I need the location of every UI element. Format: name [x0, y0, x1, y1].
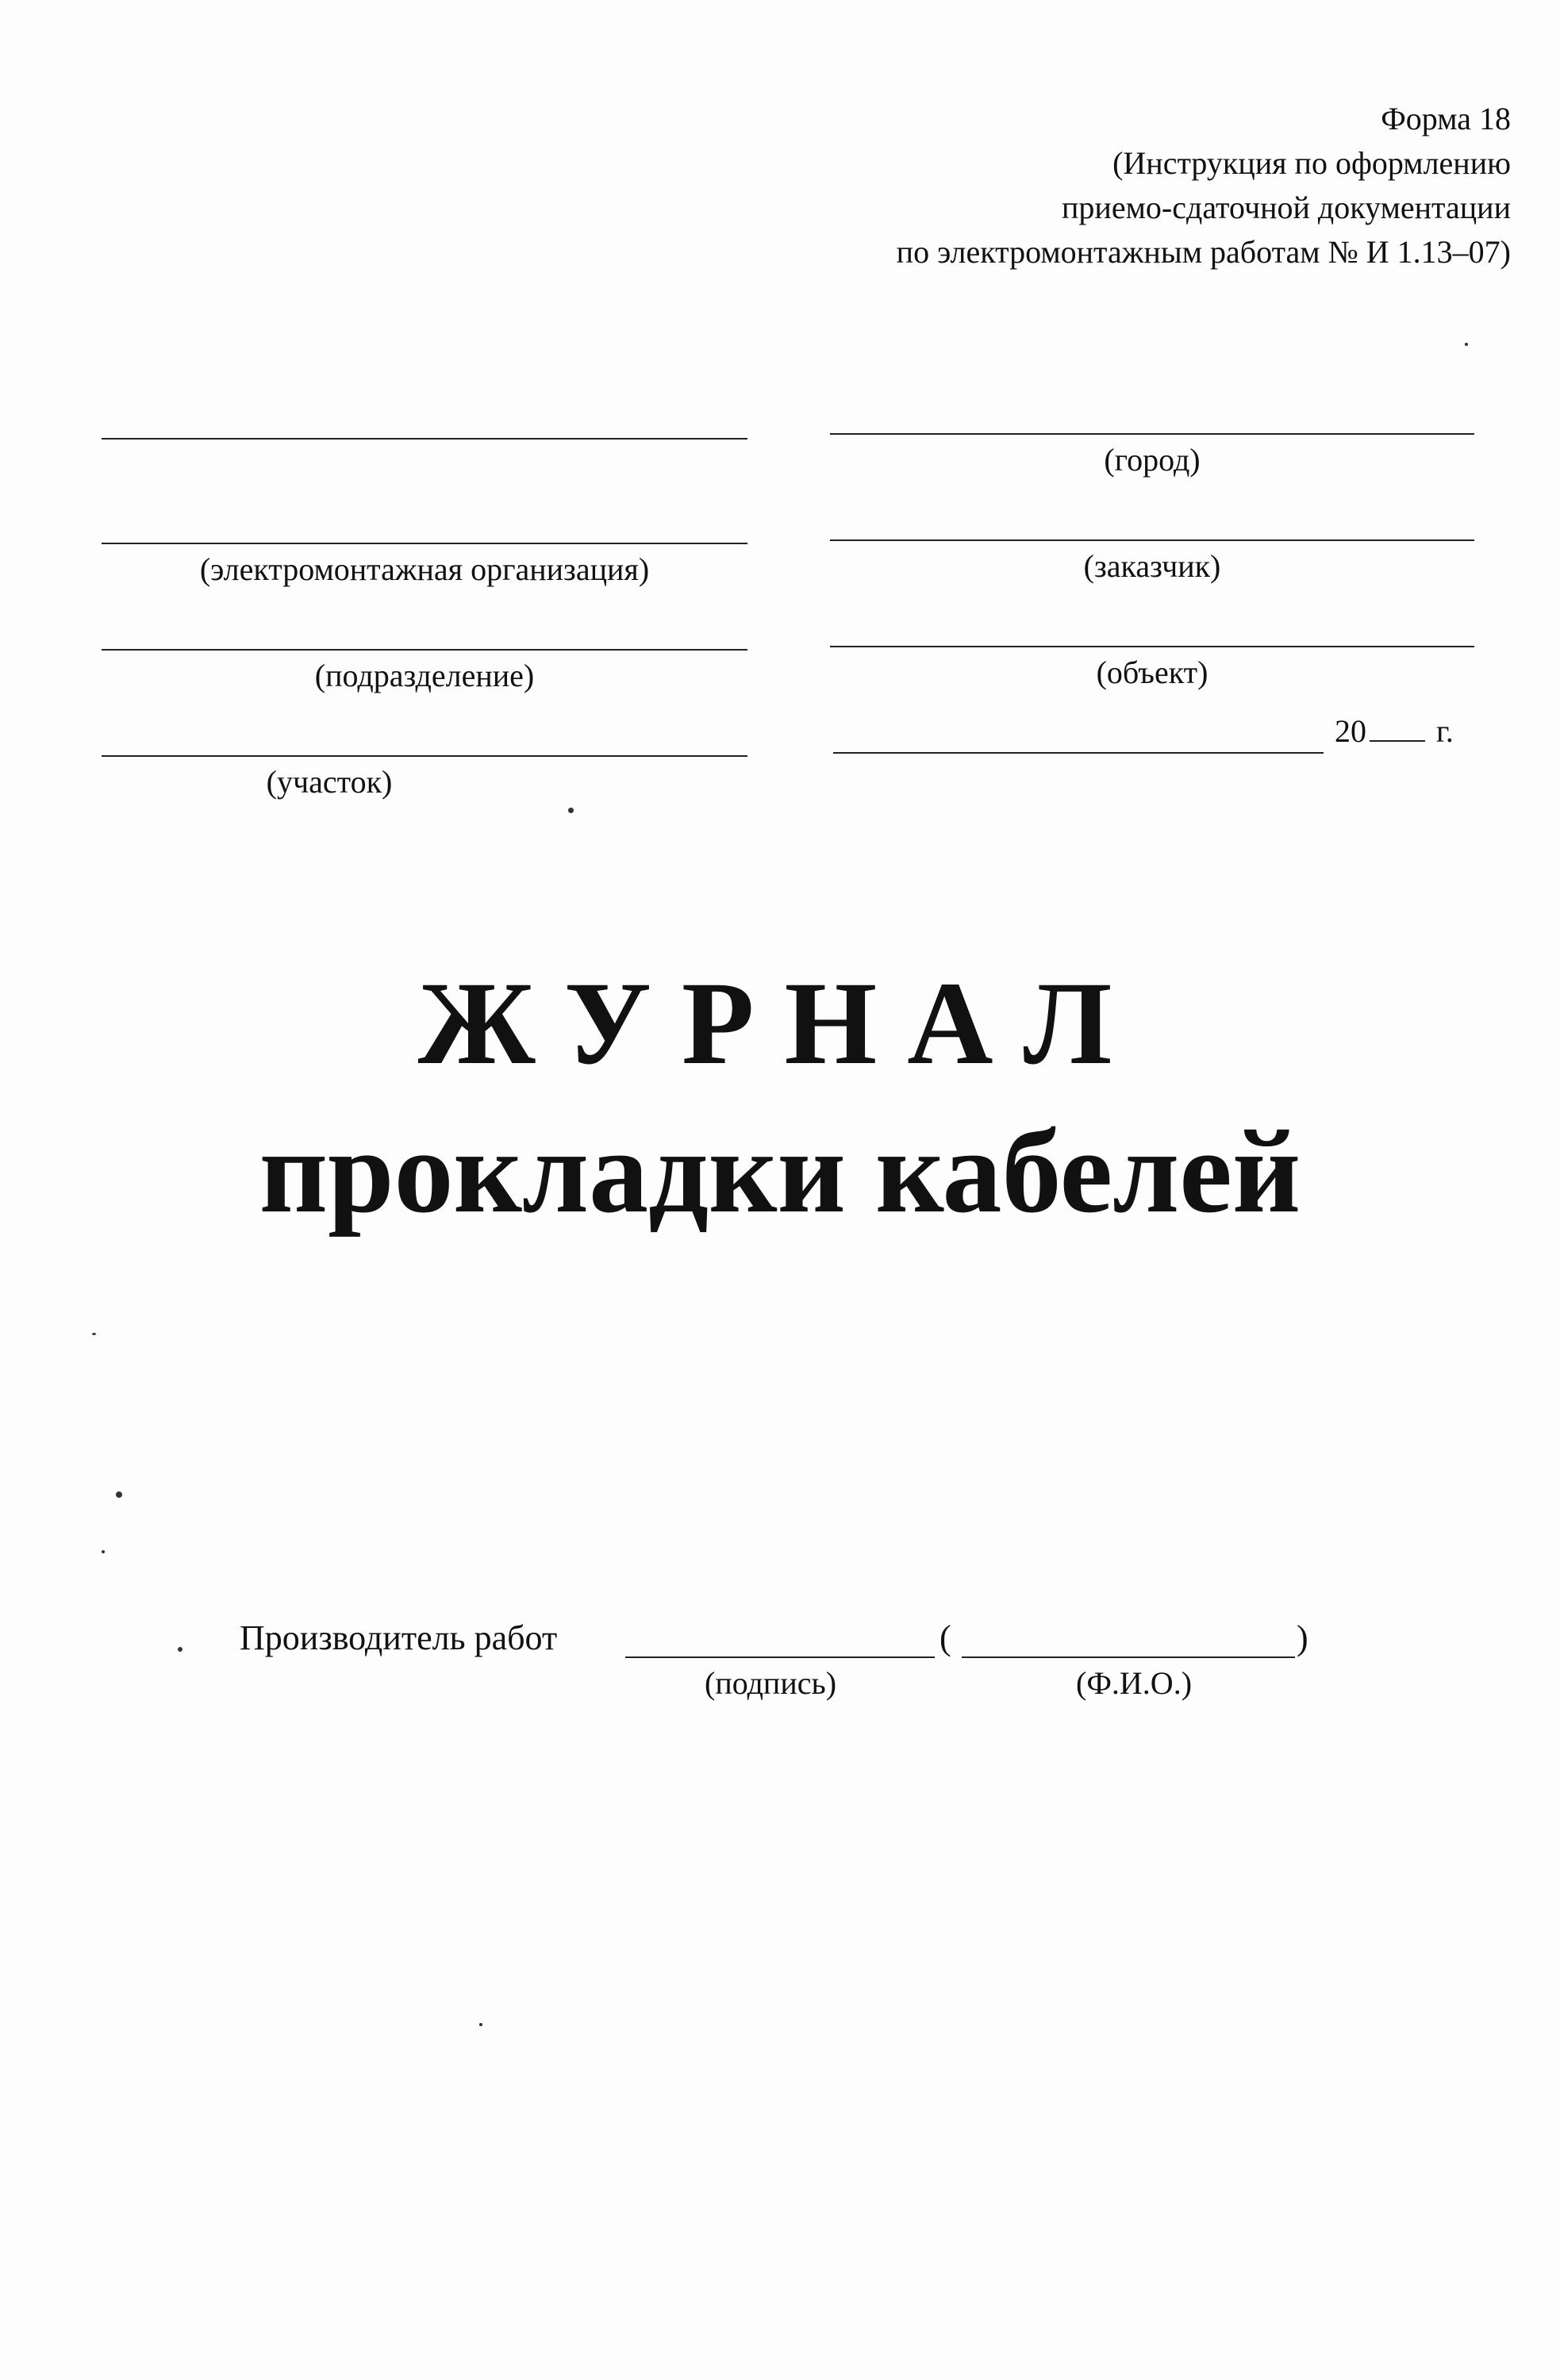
scan-speck [568, 808, 574, 813]
journal-title: ЖУРНАЛ [417, 958, 1143, 1089]
underline [830, 433, 1474, 435]
section-caption: (участок) [266, 764, 393, 800]
instruction-line-2: приемо-сдаточной документации [1062, 190, 1511, 225]
scan-speck [479, 2023, 482, 2026]
underline [830, 646, 1474, 647]
producer-label: Производитель работ [240, 1618, 558, 1657]
customer-caption: (заказчик) [1083, 548, 1221, 584]
org-caption: (электромонтажная организация) [199, 551, 650, 587]
underline [102, 438, 747, 440]
signature-line[interactable] [625, 1656, 935, 1658]
underline [102, 649, 747, 651]
scan-speck [116, 1491, 122, 1498]
date-year [1335, 712, 1454, 750]
scan-speck [92, 1333, 96, 1335]
division-caption: (подразделение) [314, 658, 535, 693]
underline [102, 543, 747, 544]
section-field[interactable] [102, 755, 747, 800]
name-line[interactable] [962, 1656, 1295, 1658]
date-year-suffix: г. [1436, 713, 1454, 749]
date-field[interactable] [833, 752, 1324, 753]
scan-speck [178, 1647, 183, 1652]
underline [102, 755, 747, 757]
signature-caption: (подпись) [705, 1665, 837, 1701]
object-caption: (объект) [1096, 654, 1208, 690]
form-header [717, 97, 1511, 274]
customer-field[interactable] [830, 539, 1474, 584]
underline [833, 752, 1324, 754]
name-open-paren: ( [939, 1618, 951, 1657]
underline [830, 539, 1474, 541]
city-field[interactable] [830, 433, 1474, 478]
name-close-paren: ) [1297, 1618, 1308, 1657]
form-number: Форма 18 [1381, 101, 1511, 136]
year-blank[interactable] [1370, 716, 1425, 742]
city-caption: (город) [1104, 442, 1201, 478]
object-field[interactable] [830, 646, 1474, 690]
division-field[interactable] [102, 649, 747, 693]
instruction-line-1: (Инструкция по оформлению [1112, 145, 1511, 181]
instruction-line-3: по электромонтажным работам № И 1.13–07) [896, 234, 1511, 270]
journal-subtitle: прокладки кабелей [259, 1106, 1301, 1238]
scan-speck [102, 1550, 105, 1553]
name-caption: (Ф.И.О.) [1076, 1665, 1193, 1701]
date-year-prefix: 20 [1335, 713, 1366, 749]
org-name-line-1[interactable] [102, 438, 747, 439]
scan-speck [1465, 343, 1468, 346]
